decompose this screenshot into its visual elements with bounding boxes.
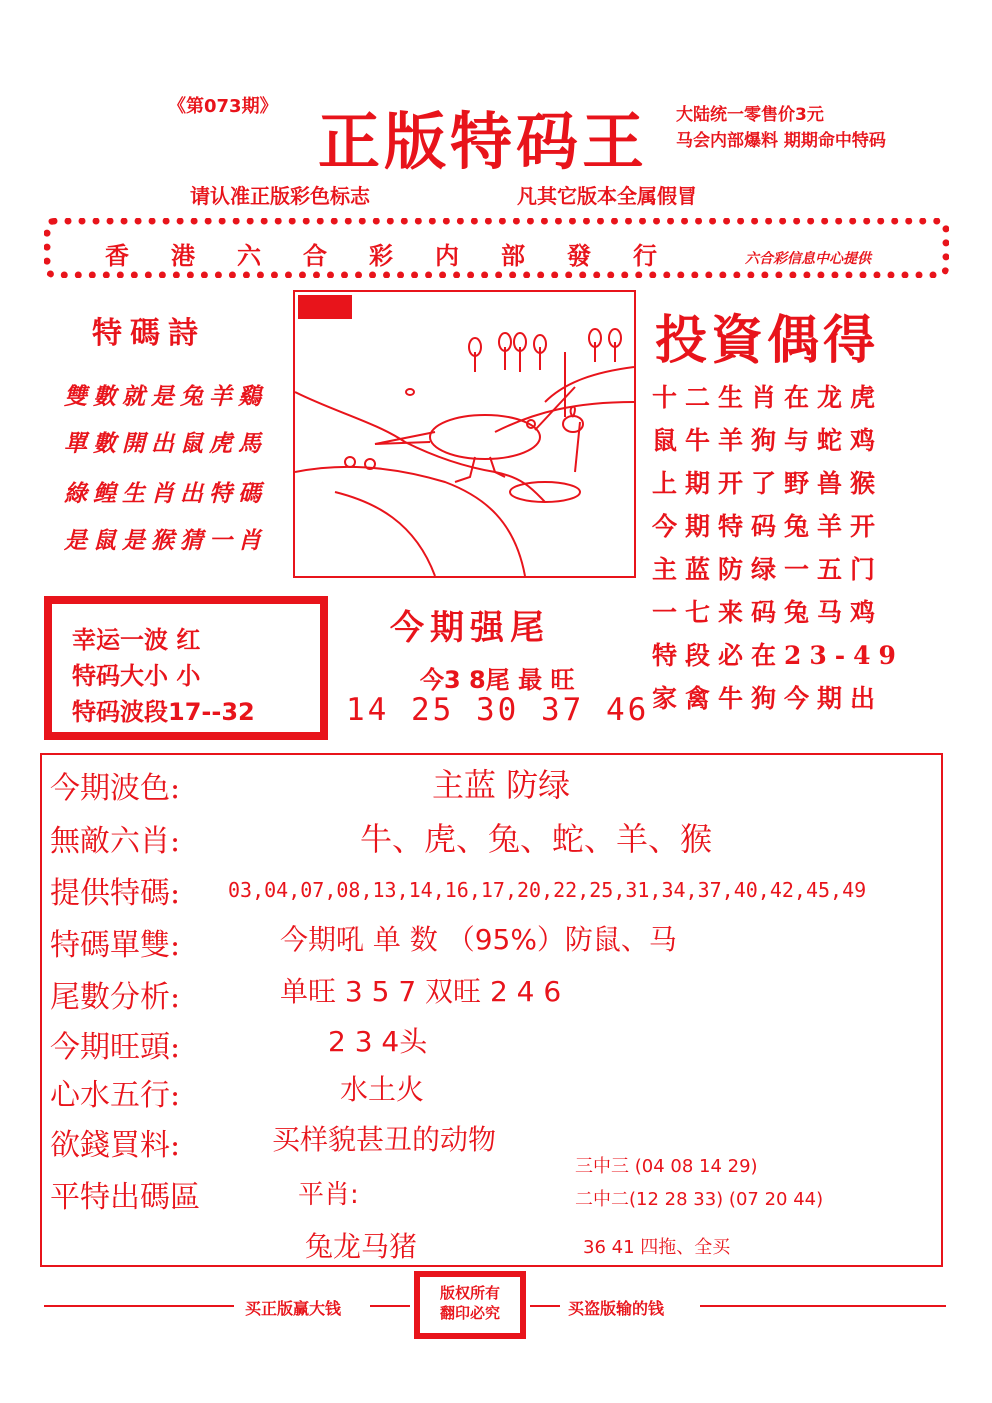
footer-divider-right bbox=[700, 1305, 946, 1307]
row-label: 提供特碼: bbox=[50, 876, 181, 911]
strong-tail-numbers: 14 25 30 37 46 bbox=[346, 692, 650, 728]
poem-line: 單數開出鼠虎馬 bbox=[64, 430, 267, 457]
flat-drag: 36 41 四拖、全买 bbox=[583, 1237, 731, 1258]
investment-line: 鼠牛羊狗与蛇鸡 bbox=[652, 426, 884, 455]
bird-illustration bbox=[293, 290, 636, 578]
footer-left-slogan: 买正版赢大钱 bbox=[245, 1299, 342, 1318]
row-value: 03,04,07,08,13,14,16,17,20,22,25,31,34,37,40,42,45,49 bbox=[228, 878, 867, 902]
row-value: 买样貌甚丑的动物 bbox=[272, 1123, 497, 1156]
flat-shengxiao-label: 平肖: bbox=[298, 1180, 359, 1210]
poem-line: 是鼠是猴猜一肖 bbox=[64, 527, 267, 554]
lucky-size: 特码大小 小 bbox=[72, 662, 201, 690]
row-label: 特碼單雙: bbox=[50, 928, 181, 963]
row-value: 主蓝 防绿 bbox=[432, 766, 571, 804]
row-value: 2 3 4头 bbox=[328, 1025, 428, 1058]
footer-right-slogan: 买盗版输的钱 bbox=[568, 1299, 665, 1318]
lucky-wave: 幸运一波 红 bbox=[72, 626, 201, 654]
investment-line: 家禽牛狗今期出 bbox=[652, 684, 884, 713]
investment-line: 今期特码兔羊开 bbox=[652, 512, 884, 541]
banner-title: 香港六合彩内部發行 bbox=[105, 241, 699, 270]
row-label: 尾數分析: bbox=[50, 980, 181, 1015]
poem-line: 雙數就是兔羊鷄 bbox=[64, 383, 267, 410]
copyright-line2: 翻印必究 bbox=[439, 1304, 500, 1322]
row-label: 今期波色: bbox=[50, 771, 181, 806]
issue-number: 《第073期》 bbox=[168, 96, 278, 117]
poem-title: 特碼詩 bbox=[92, 316, 206, 351]
row-label: 欲錢買料: bbox=[50, 1128, 181, 1163]
copyright-line1: 版权所有 bbox=[439, 1284, 500, 1302]
row-value: 牛、虎、兔、蛇、羊、猴 bbox=[360, 820, 713, 858]
investment-line: 特段必在23-49 bbox=[652, 641, 904, 670]
row-value: 单旺 3 5 7 双旺 2 4 6 bbox=[280, 975, 562, 1008]
footer-divider-mid-right bbox=[530, 1305, 560, 1307]
flat-three-in-three: 三中三 (04 08 14 29) bbox=[575, 1156, 758, 1177]
tagline-note: 马会内部爆料 期期命中特码 bbox=[676, 131, 886, 151]
row-label: 今期旺頭: bbox=[50, 1030, 181, 1065]
row-value: 今期吼 单 数 （95%）防鼠、马 bbox=[280, 923, 677, 956]
banner-provider: 六合彩信息中心提供 bbox=[745, 251, 871, 267]
footer-divider-mid-left bbox=[370, 1305, 410, 1307]
investment-title: 投資偶得 bbox=[655, 310, 880, 371]
flat-label: 平特出碼區 bbox=[50, 1180, 200, 1215]
authentic-note: 请认准正版彩色标志 bbox=[190, 184, 370, 208]
investment-line: 十二生肖在龙虎 bbox=[652, 383, 884, 412]
footer-divider-left bbox=[44, 1305, 234, 1307]
poem-line: 綠鳇生肖出特碼 bbox=[64, 480, 267, 507]
page-title: 正版特码王 bbox=[318, 105, 649, 178]
counterfeit-note: 凡其它版本全属假冒 bbox=[517, 184, 697, 208]
row-label: 無敵六肖: bbox=[50, 824, 181, 859]
row-label: 心水五行: bbox=[50, 1078, 181, 1113]
price-note: 大陆统一零售价3元 bbox=[676, 105, 824, 125]
investment-line: 上期开了野兽猴 bbox=[652, 469, 884, 498]
lucky-range: 特码波段17--32 bbox=[72, 698, 255, 726]
investment-line: 一七来码兔马鸡 bbox=[652, 598, 884, 627]
row-value: 水土火 bbox=[340, 1073, 425, 1106]
flat-shengxiao-value: 兔龙马猪 bbox=[305, 1230, 418, 1263]
strong-tail-title: 今期强尾 bbox=[390, 608, 550, 648]
investment-line: 主蓝防绿一五门 bbox=[652, 555, 884, 584]
flat-two-in-two: 二中二(12 28 33) (07 20 44) bbox=[575, 1189, 824, 1210]
strong-tail-sub: 今3 8尾 最 旺 bbox=[420, 666, 575, 694]
bird-drawing-icon bbox=[295, 292, 634, 576]
